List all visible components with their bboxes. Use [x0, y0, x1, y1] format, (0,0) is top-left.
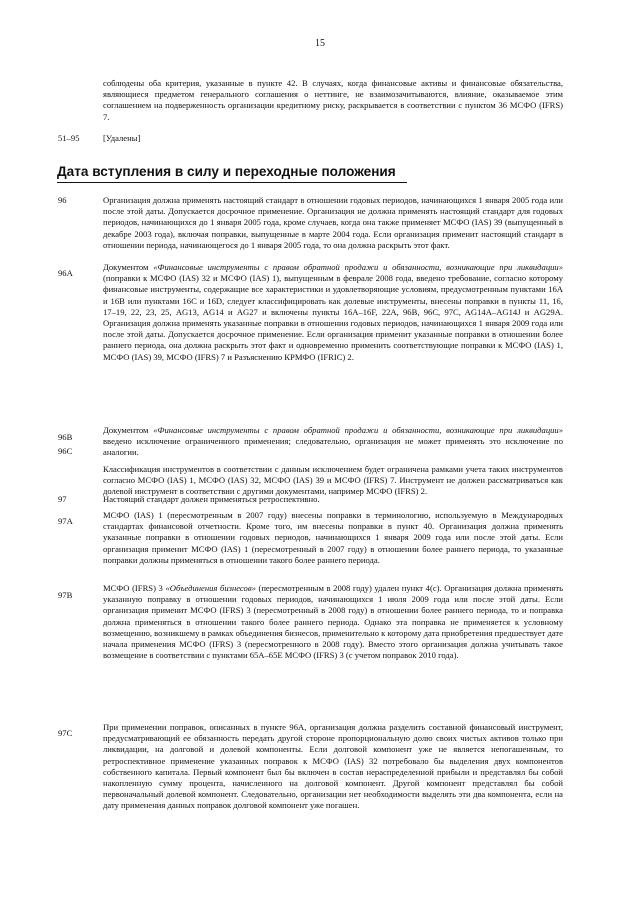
para-96a-lead: Документом [103, 262, 154, 272]
intro-paragraph: соблюдены оба критерия, указанные в пункте 42. В случаях, когда финансовые активы и финансовые обязательства, являющиеся предметом генерального соглашения о неттинге, не взаимозачитываются, влияние, оказываемое этим соглашением на подверженность организации кредитному риску, раскрывается в соответствии с пунктом 36 МСФО (IFRS) 7. [103, 78, 563, 122]
para-96-text: Организация должна применять настоящий стандарт в отношении годовых периодов, начинающихся 1 января 2005 года или после этой даты. Допускается досрочное применение. Организация не должна применять настоящий стандарт для годовых периодов, начинающихся до 1 января 2005 года, кроме случаев, когда она также применяет МСФО (IAS) 39 (выпущенный в декабре 2003 года), включая поправки, выпущенные в марте 2004 года. Если организация применит настоящий стандарт в отношении периода, начинающегося до 1 января 2005 года, то она должна раскрыть этот факт. [103, 195, 563, 250]
para-97b-body: (пересмотренным в 2008 году) удален пункт 4(c). Организация должна применять указанную поправку в отношении годовых периодов, начинающихся 1 июля 2009 года или после этой даты. Если организация применит МСФО (IFRS) 3 (пересмотренный в 2008 году) в отношении более раннего периода, то и поправка должна применяться в отношении такого более раннего периода. Однако эта поправка не применяется к условному возмещению, возникшему в рамках объединения бизнесов, применительно к которому дата приобретения предшествует дате начала применения МСФО (IFRS) 3 (пересмотренного в 2008 году). Вместо этого организация должна учитывать такое возмещение в соответствии с пунктами 65A–65E МСФО (IFRS) 3 (с учетом поправок 2010 года). [103, 583, 564, 661]
para-96b-text [103, 425, 563, 459]
para-97-text: Настоящий стандарт должен применяться ретроспективно. [103, 494, 320, 504]
para-97a-text: МСФО (IAS) 1 (пересмотренным в 2007 году) внесены поправки в терминологию, используемую в Международных стандартах финансовой отчетности. Кроме того, им внесены поправки в пункт 40. Организация должна применять указанные поправки в отношении годовых периодов, начинающихся 1 января 2009 года или после этой даты. Если организация применит МСФО (IAS) 1 (пересмотренный в 2007 году) в отношении более раннего периода, то указанные поправки должны применяться в отношении такого более раннего периода. [103, 510, 563, 565]
para-97b-label: 97B [58, 590, 73, 600]
para-96b-label: 96B [58, 432, 73, 442]
para-96b-doc-title: «Финансовые инструменты с правом обратной продажи и обязанности, возникающие при ликвидации» [153, 425, 564, 435]
page-number: 15 [315, 38, 325, 49]
para-96-label: 96 [58, 195, 67, 205]
para-96a-text [103, 262, 563, 363]
para-97c-label: 97C [58, 728, 73, 738]
deleted-label: 51–95 [58, 133, 80, 143]
para-96b-body: введено исключение ограниченного применения; следовательно, организация не может применять это исключение по аналогии. [103, 436, 563, 458]
para-97a-label: 97A [58, 516, 73, 526]
para-96b-lead: Документом [103, 425, 154, 435]
para-96a-body: (поправки к МСФО (IAS) 32 и МСФО (IAS) 1), выпущенным в феврале 2008 года, введено требование, согласно которому финансовые инструменты, содержащие все характеристики и удовлетворяющие условиям, предусмотренным пунктами 16A и 16B или пунктами 16C и 16D, следует классифицировать как долевые инструменты, внесены поправки в пункты 11, 16, 17–19, 22, 23, 25, AG13, AG14 и AG27 и включены пункты 16A–16F, 22A, 96B, 96C, 97C, AG14A–AG14J и AG29A. Организация должна применять указанные поправки в отношении годовых периодов, начинающихся 1 января 2009 года или после этой даты. Допускается досрочное применение. Если организация применит указанные поправки в отношении более раннего периода, она должна раскрыть этот факт и одновременно применить соответствующие поправки к МСФО (IAS) 1, МСФО (IAS) 39, МСФО (IFRS) 7 и Разъяснению КРМФО (IFRIC) 2. [103, 273, 563, 362]
para-97c-text: При применении поправок, описанных в пункте 96A, организация должна разделить составной финансовый инструмент, предусматривающий ее обязанность передать другой стороне пропорциональную долю своих чистых активов только при ликвидации, на долговой и долевой компоненты. Если долговой компонент уже не является непогашенным, то ретроспективное применение указанных поправок к МСФО (IAS) 32 потребовало бы выделения двух компонентов собственного капитала. Первый компонент был бы включен в состав нераспределенной прибыли и представлял бы собой накопленную сумму процента, начисленного на долговой компонент. Другой компонент представлял бы собой первоначальный долевой компонент. Следовательно, организации нет необходимости выделять эти два компонента, если на дату применения данных поправок долговой компонент уже погашен. [103, 722, 563, 811]
para-96a-doc-title: «Финансовые инструменты с правом обратной продажи и обязанности, возникающие при ликвидации» [153, 262, 564, 272]
heading-underline [57, 182, 407, 183]
para-96c-label: 96C [58, 446, 73, 456]
para-96a-label: 96A [58, 268, 73, 278]
section-heading: Дата вступления в силу и переходные положения [57, 164, 396, 179]
para-97b-text [103, 583, 563, 661]
para-97-label: 97 [58, 494, 67, 504]
para-96c-text: Классификация инструментов в соответствии с данным исключением будет ограничена рамками учета таких инструментов согласно МСФО (IAS) 1, МСФО (IAS) 32, МСФО (IAS) 39 и МСФО (IFRS) 7. Инструмент не должен рассматриваться как долевой инструмент в соответствии с другими документами, например МСФО (IFRS) 2. [103, 464, 563, 497]
deleted-text: [Удалены] [103, 133, 141, 143]
para-97b-lead: МСФО (IFRS) 3 [103, 583, 166, 593]
para-97b-doc-title: «Объединения бизнесов» [165, 583, 256, 593]
